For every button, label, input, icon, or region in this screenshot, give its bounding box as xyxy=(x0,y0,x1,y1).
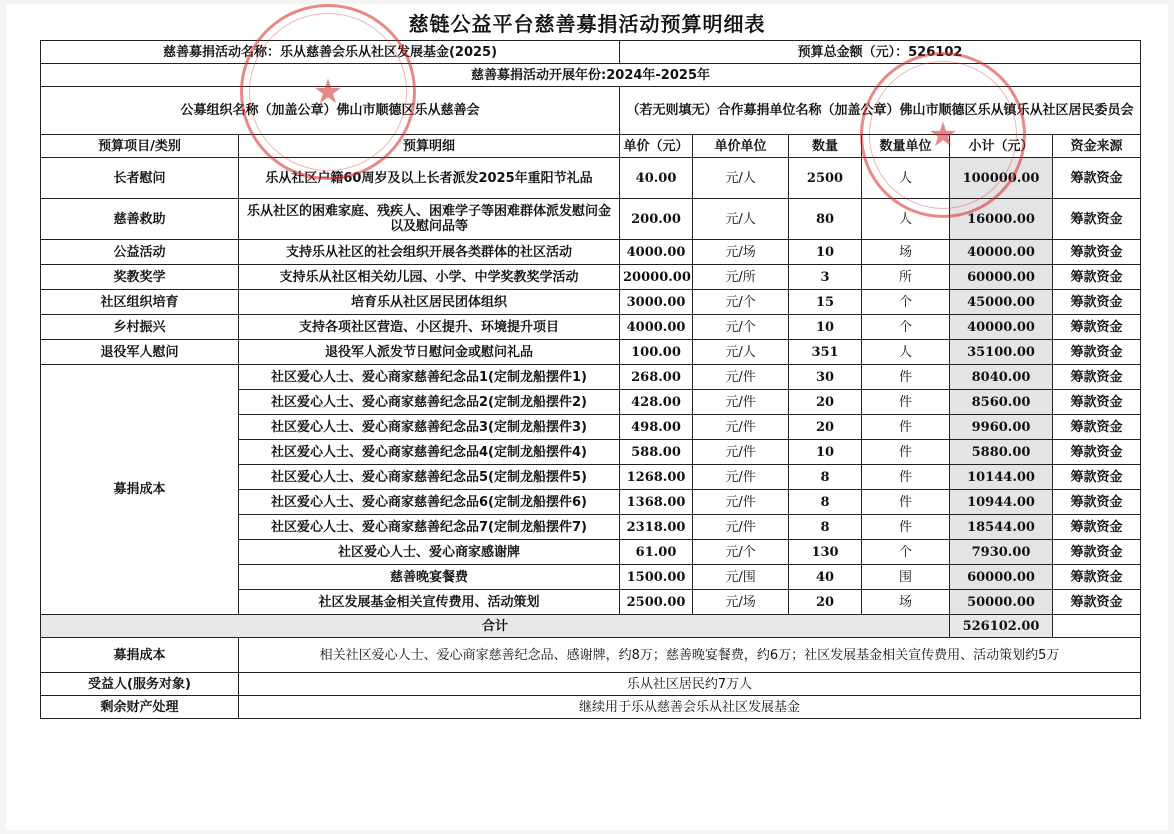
qty-unit-cell: 件 xyxy=(862,465,950,490)
qty-unit-cell: 件 xyxy=(862,490,950,515)
price-unit-cell: 元/所 xyxy=(693,265,789,290)
source-cell: 筹款资金 xyxy=(1053,415,1141,440)
price-cell: 20000.00 xyxy=(620,265,693,290)
price-unit-cell: 元/人 xyxy=(693,158,789,199)
price-cell: 1268.00 xyxy=(620,465,693,490)
column-header: 数量单位 xyxy=(862,135,950,158)
column-header: 预算明细 xyxy=(239,135,620,158)
price-cell: 100.00 xyxy=(620,340,693,365)
price-unit-cell: 元/件 xyxy=(693,440,789,465)
detail-cell: 社区爱心人士、爱心商家慈善纪念品7(定制龙船摆件7) xyxy=(239,515,620,540)
seal-star-icon: ★ xyxy=(312,72,344,112)
qty-unit-cell: 件 xyxy=(862,440,950,465)
qty-unit-cell: 件 xyxy=(862,515,950,540)
qty-unit-cell: 场 xyxy=(862,590,950,615)
detail-cell: 社区爱心人士、爱心商家慈善纪念品4(定制龙船摆件4) xyxy=(239,440,620,465)
category-cell: 社区组织培育 xyxy=(41,290,239,315)
source-cell: 筹款资金 xyxy=(1053,240,1141,265)
table-row xyxy=(41,265,1141,290)
detail-cell: 乐从社区户籍60周岁及以上长者派发2025年重阳节礼品 xyxy=(239,158,620,199)
qty-cell: 8 xyxy=(789,465,862,490)
table-row xyxy=(41,199,1141,240)
qty-cell: 40 xyxy=(789,565,862,590)
detail-cell: 慈善晚宴餐费 xyxy=(239,565,620,590)
price-cell: 40.00 xyxy=(620,158,693,199)
qty-cell: 3 xyxy=(789,265,862,290)
subtotal-cell: 40000.00 xyxy=(950,240,1053,265)
footer-row xyxy=(41,696,1141,719)
source-cell: 筹款资金 xyxy=(1053,158,1141,199)
detail-cell: 社区爱心人士、爱心商家慈善纪念品1(定制龙船摆件1) xyxy=(239,365,620,390)
qty-unit-cell: 场 xyxy=(862,240,950,265)
qty-cell: 8 xyxy=(789,515,862,540)
detail-cell: 社区爱心人士、爱心商家慈善纪念品3(定制龙船摆件3) xyxy=(239,415,620,440)
detail-cell: 社区发展基金相关宣传费用、活动策划 xyxy=(239,590,620,615)
total-budget: 预算总金额（元）：526102 xyxy=(620,41,1141,64)
price-cell: 588.00 xyxy=(620,440,693,465)
price-cell: 2500.00 xyxy=(620,590,693,615)
qty-unit-cell: 件 xyxy=(862,390,950,415)
price-cell: 1368.00 xyxy=(620,490,693,515)
total-row xyxy=(41,615,1141,638)
qty-cell: 10 xyxy=(789,240,862,265)
footer-label: 剩余财产处理 xyxy=(41,696,239,719)
table-row xyxy=(41,340,1141,365)
subtotal-cell: 18544.00 xyxy=(950,515,1053,540)
subtotal-cell: 50000.00 xyxy=(950,590,1053,615)
source-cell: 筹款资金 xyxy=(1053,390,1141,415)
qty-unit-cell: 人 xyxy=(862,158,950,199)
qty-cell: 20 xyxy=(789,590,862,615)
column-header: 预算项目/类别 xyxy=(41,135,239,158)
qty-unit-cell: 围 xyxy=(862,565,950,590)
qty-cell: 20 xyxy=(789,390,862,415)
source-cell: 筹款资金 xyxy=(1053,440,1141,465)
activity-name: 慈善募捐活动名称：乐从慈善会乐从社区发展基金(2025) xyxy=(41,41,620,64)
category-cell: 公益活动 xyxy=(41,240,239,265)
qty-unit-cell: 个 xyxy=(862,315,950,340)
source-cell: 筹款资金 xyxy=(1053,490,1141,515)
qty-cell: 8 xyxy=(789,490,862,515)
qty-cell: 15 xyxy=(789,290,862,315)
subtotal-cell: 5880.00 xyxy=(950,440,1053,465)
total-value: 526102.00 xyxy=(950,615,1053,638)
price-cell: 3000.00 xyxy=(620,290,693,315)
subtotal-cell: 10944.00 xyxy=(950,490,1053,515)
price-unit-cell: 元/件 xyxy=(693,515,789,540)
price-cell: 4000.00 xyxy=(620,240,693,265)
source-cell: 筹款资金 xyxy=(1053,340,1141,365)
column-header: 单价单位 xyxy=(693,135,789,158)
column-header: 数量 xyxy=(789,135,862,158)
price-unit-cell: 元/场 xyxy=(693,240,789,265)
price-unit-cell: 元/人 xyxy=(693,199,789,240)
qty-cell: 30 xyxy=(789,365,862,390)
qty-cell: 130 xyxy=(789,540,862,565)
category-cell: 奖教奖学 xyxy=(41,265,239,290)
detail-cell: 支持乐从社区相关幼儿园、小学、中学奖教奖学活动 xyxy=(239,265,620,290)
column-header-row xyxy=(41,135,1141,158)
column-header: 单价（元） xyxy=(620,135,693,158)
price-unit-cell: 元/件 xyxy=(693,365,789,390)
detail-cell: 退役军人派发节日慰问金或慰问礼品 xyxy=(239,340,620,365)
subtotal-cell: 45000.00 xyxy=(950,290,1053,315)
subtotal-cell: 8560.00 xyxy=(950,390,1053,415)
qty-unit-cell: 所 xyxy=(862,265,950,290)
price-cell: 4000.00 xyxy=(620,315,693,340)
footer-label: 受益人(服务对象) xyxy=(41,673,239,696)
table-row xyxy=(41,315,1141,340)
price-cell: 61.00 xyxy=(620,540,693,565)
source-cell: 筹款资金 xyxy=(1053,515,1141,540)
footer-row xyxy=(41,638,1141,673)
category-cell: 募捐成本 xyxy=(41,365,239,615)
qty-cell: 10 xyxy=(789,440,862,465)
detail-cell: 乐从社区的困难家庭、残疾人、困难学子等困难群体派发慰问金以及慰问品等 xyxy=(239,199,620,240)
qty-unit-cell: 个 xyxy=(862,540,950,565)
table-row xyxy=(41,158,1141,199)
price-cell: 268.00 xyxy=(620,365,693,390)
category-cell: 退役军人慰问 xyxy=(41,340,239,365)
footer-value: 乐从社区居民约7万人 xyxy=(239,673,1141,696)
source-cell: 筹款资金 xyxy=(1053,465,1141,490)
subtotal-cell: 10144.00 xyxy=(950,465,1053,490)
organizer-name: 公募组织名称（加盖公章）佛山市顺德区乐从慈善会 xyxy=(41,87,620,135)
price-unit-cell: 元/个 xyxy=(693,540,789,565)
footer-row xyxy=(41,673,1141,696)
category-cell: 慈善救助 xyxy=(41,199,239,240)
qty-unit-cell: 人 xyxy=(862,199,950,240)
source-cell: 筹款资金 xyxy=(1053,540,1141,565)
budget-table xyxy=(40,40,1141,719)
detail-cell: 支持各项社区营造、小区提升、环境提升项目 xyxy=(239,315,620,340)
qty-cell: 20 xyxy=(789,415,862,440)
source-cell: 筹款资金 xyxy=(1053,265,1141,290)
partner-name: （若无则填无）合作募捐单位名称（加盖公章）佛山市顺德区乐从镇乐从社区居民委员会 xyxy=(620,87,1141,135)
price-unit-cell: 元/件 xyxy=(693,465,789,490)
detail-cell: 培育乐从社区居民团体组织 xyxy=(239,290,620,315)
category-cell: 乡村振兴 xyxy=(41,315,239,340)
subtotal-cell: 60000.00 xyxy=(950,565,1053,590)
activity-years: 慈善募捐活动开展年份:2024年-2025年 xyxy=(41,64,1141,87)
qty-unit-cell: 人 xyxy=(862,340,950,365)
source-cell: 筹款资金 xyxy=(1053,199,1141,240)
qty-cell: 351 xyxy=(789,340,862,365)
price-cell: 200.00 xyxy=(620,199,693,240)
empty-cell xyxy=(1053,615,1141,638)
price-unit-cell: 元/件 xyxy=(693,415,789,440)
detail-cell: 支持乐从社区的社会组织开展各类群体的社区活动 xyxy=(239,240,620,265)
detail-cell: 社区爱心人士、爱心商家感谢牌 xyxy=(239,540,620,565)
detail-cell: 社区爱心人士、爱心商家慈善纪念品6(定制龙船摆件6) xyxy=(239,490,620,515)
footer-label: 募捐成本 xyxy=(41,638,239,673)
price-unit-cell: 元/人 xyxy=(693,340,789,365)
source-cell: 筹款资金 xyxy=(1053,565,1141,590)
subtotal-cell: 9960.00 xyxy=(950,415,1053,440)
price-cell: 2318.00 xyxy=(620,515,693,540)
footer-value: 继续用于乐从慈善会乐从社区发展基金 xyxy=(239,696,1141,719)
price-cell: 1500.00 xyxy=(620,565,693,590)
qty-cell: 80 xyxy=(789,199,862,240)
seal-star-icon: ★ xyxy=(927,115,959,155)
subtotal-cell: 60000.00 xyxy=(950,265,1053,290)
page-title: 慈链公益平台慈善募捐活动预算明细表 xyxy=(408,12,766,36)
qty-unit-cell: 个 xyxy=(862,290,950,315)
subtotal-cell: 7930.00 xyxy=(950,540,1053,565)
price-cell: 498.00 xyxy=(620,415,693,440)
subtotal-cell: 100000.00 xyxy=(950,158,1053,199)
subtotal-cell: 8040.00 xyxy=(950,365,1053,390)
source-cell: 筹款资金 xyxy=(1053,365,1141,390)
column-header: 小计（元） xyxy=(950,135,1053,158)
price-cell: 428.00 xyxy=(620,390,693,415)
price-unit-cell: 元/场 xyxy=(693,590,789,615)
footer-value: 相关社区爱心人士、爱心商家慈善纪念品、感谢牌，约8万；慈善晚宴餐费，约6万；社区发展基金相关宣传费用、活动策划约5万 xyxy=(239,638,1141,673)
source-cell: 筹款资金 xyxy=(1053,290,1141,315)
price-unit-cell: 元/件 xyxy=(693,490,789,515)
source-cell: 筹款资金 xyxy=(1053,315,1141,340)
table-row xyxy=(41,290,1141,315)
price-unit-cell: 元/件 xyxy=(693,390,789,415)
qty-cell: 10 xyxy=(789,315,862,340)
price-unit-cell: 元/个 xyxy=(693,290,789,315)
detail-cell: 社区爱心人士、爱心商家慈善纪念品5(定制龙船摆件5) xyxy=(239,465,620,490)
table-row xyxy=(41,365,1141,390)
detail-cell: 社区爱心人士、爱心商家慈善纪念品2(定制龙船摆件2) xyxy=(239,390,620,415)
table-row xyxy=(41,240,1141,265)
source-cell: 筹款资金 xyxy=(1053,590,1141,615)
category-cell: 长者慰问 xyxy=(41,158,239,199)
subtotal-cell: 40000.00 xyxy=(950,315,1053,340)
qty-cell: 2500 xyxy=(789,158,862,199)
price-unit-cell: 元/围 xyxy=(693,565,789,590)
subtotal-cell: 16000.00 xyxy=(950,199,1053,240)
subtotal-cell: 35100.00 xyxy=(950,340,1053,365)
qty-unit-cell: 件 xyxy=(862,415,950,440)
total-label: 合计 xyxy=(41,615,950,638)
column-header: 资金来源 xyxy=(1053,135,1141,158)
qty-unit-cell: 件 xyxy=(862,365,950,390)
price-unit-cell: 元/个 xyxy=(693,315,789,340)
